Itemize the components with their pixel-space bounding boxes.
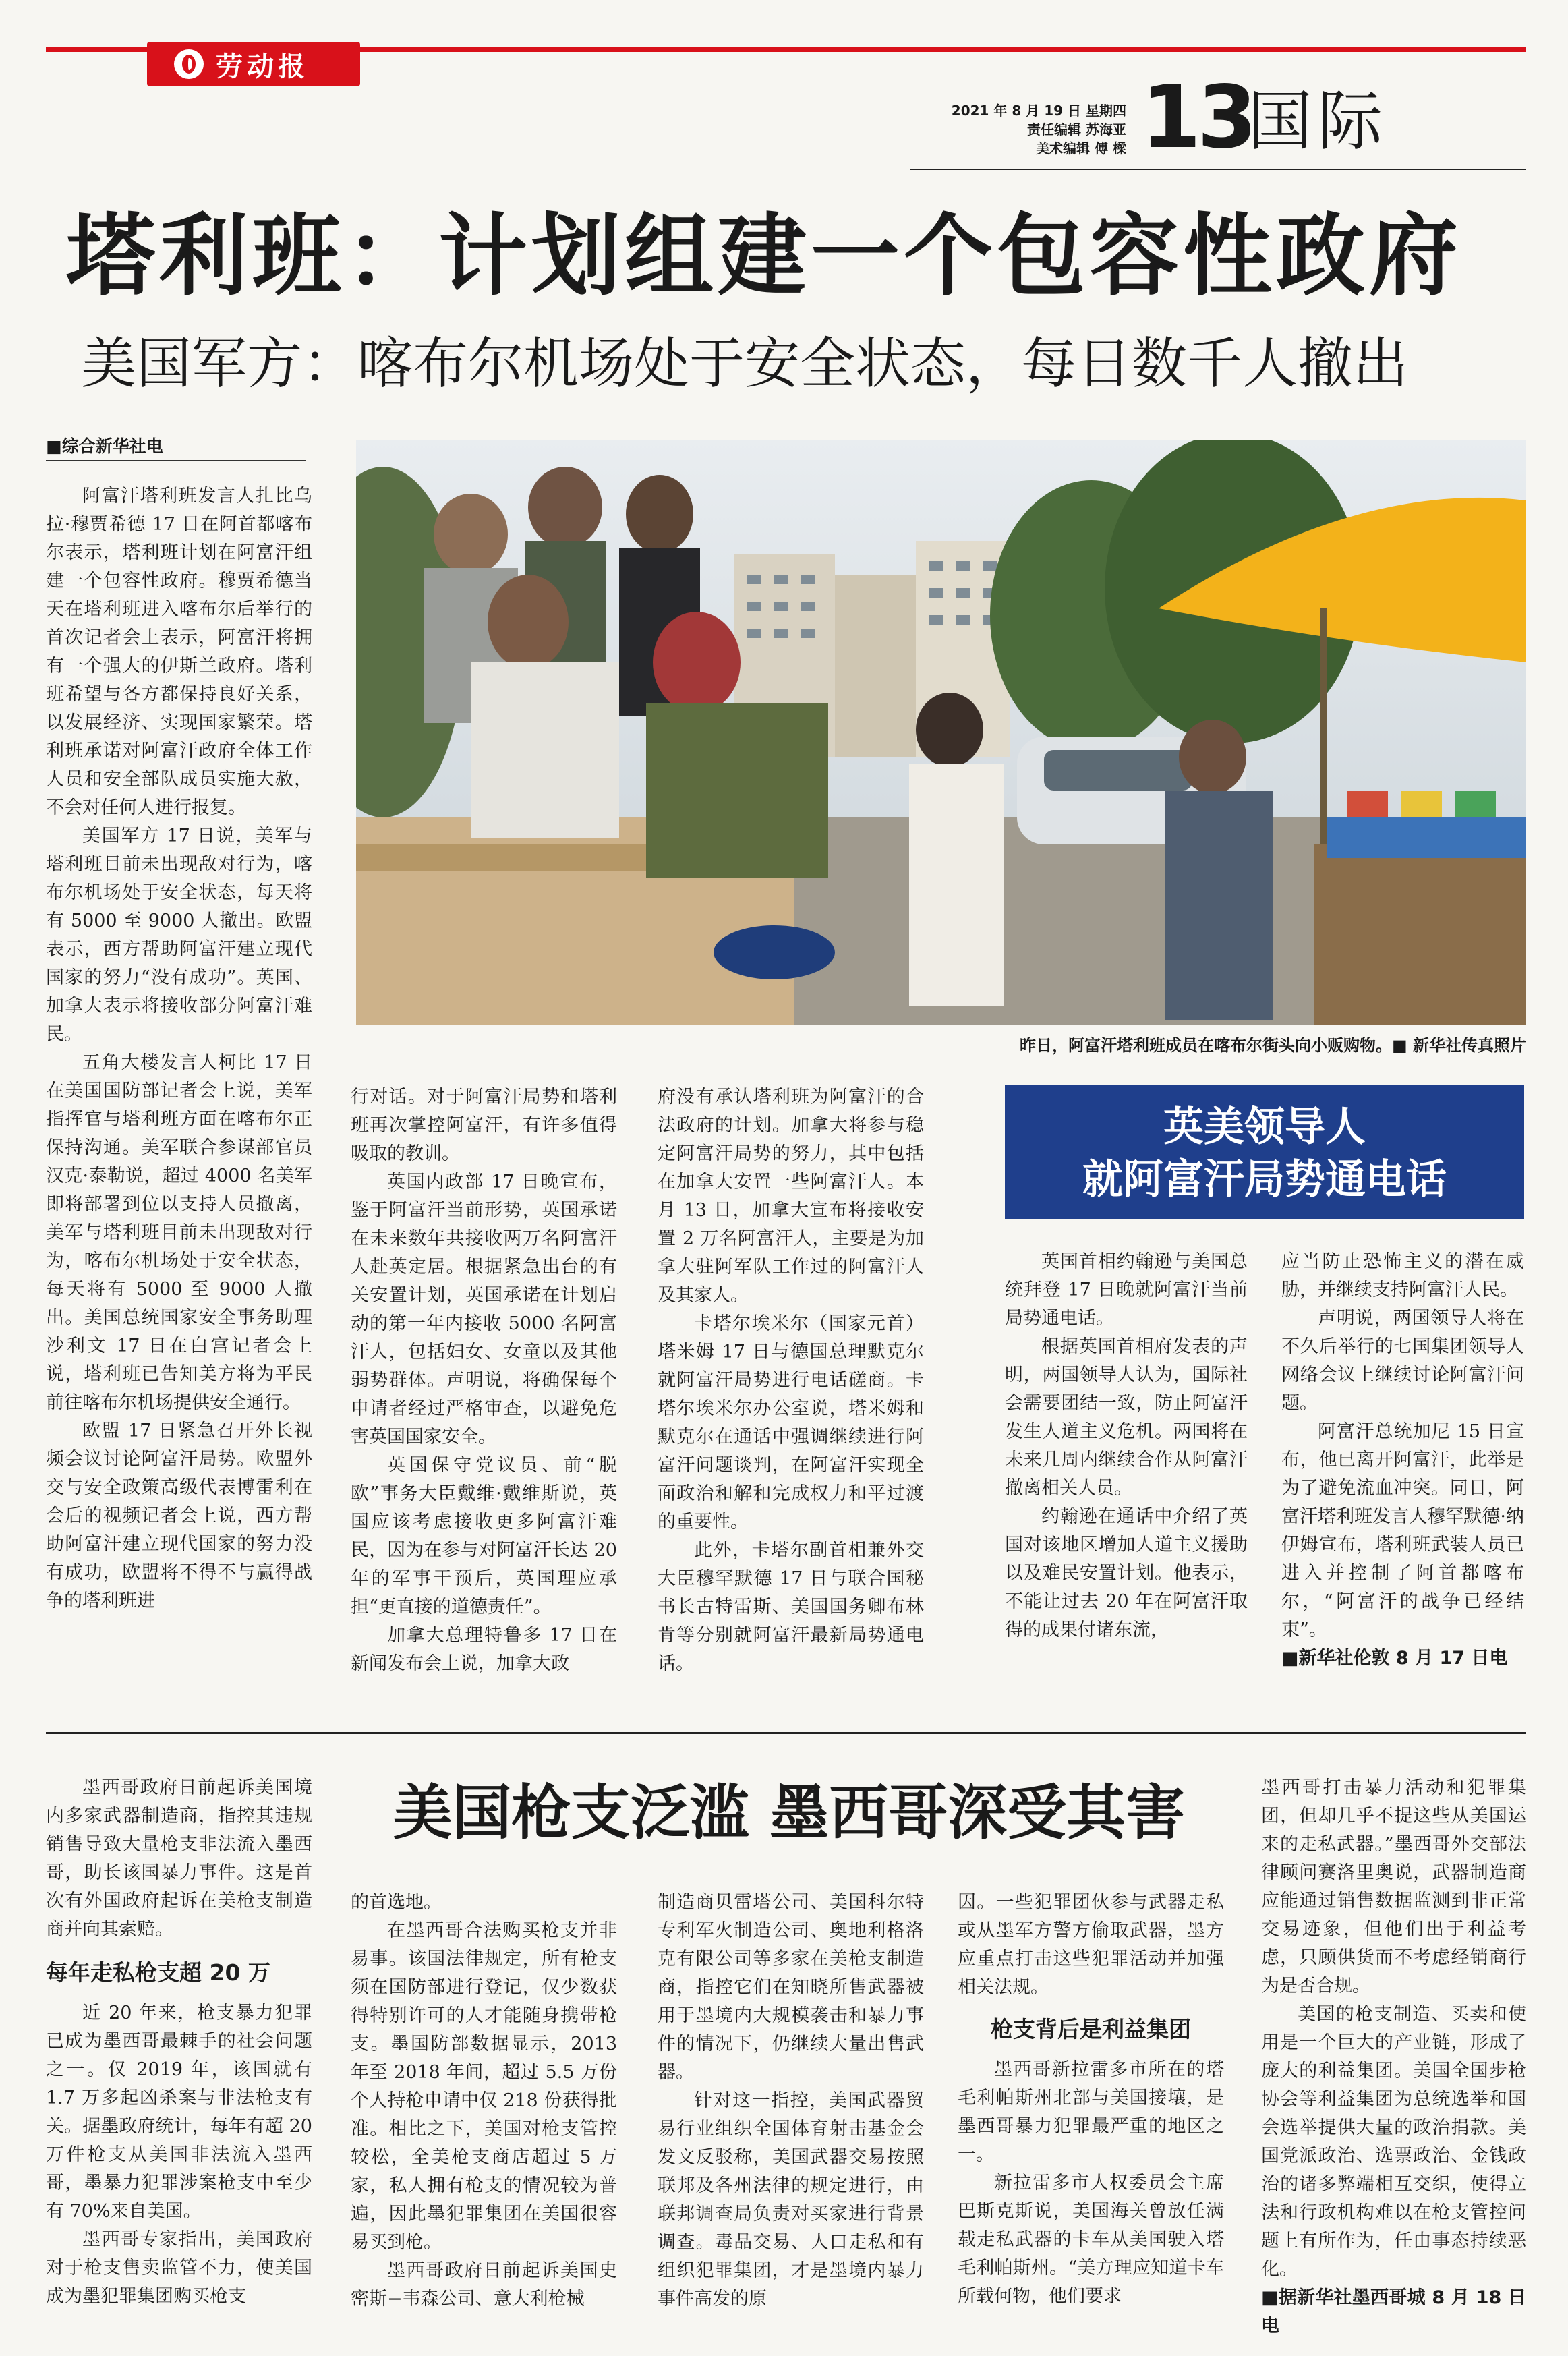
second-column-5: [1261, 1774, 1526, 2340]
sidebar-column-1: [1005, 1248, 1248, 1644]
second-paragraph: 制造商贝雷塔公司、美国科尔特专利军火制造公司、奥地利格洛克有限公司等多家在美枪支制造商，指控它们在知晓所售武器被用于墨境内大规模袭击和暴力事件的情况下，仍继续大量出售武器。: [658, 1892, 924, 2083]
sidebar-paragraph: 阿富汗总统加尼 15 日宣布，他已离开阿富汗，此举是为了避免流血冲突。同日，阿富汗塔利班发言人穆罕默德·纳伊姆宣布，塔利班武装人员已进入并控制了阿首都喀布尔，“阿富汗的战争已经结束”。: [1281, 1421, 1524, 1640]
sidebar-column-2: [1281, 1248, 1524, 1673]
second-column-2: [351, 1889, 617, 2314]
issue-date: 2021 年 8 月 19 日 星期四: [951, 103, 1126, 119]
second-paragraph: 美国的枪支制造、买卖和使用是一个巨大的产业链，形成了庞大的利益集团。美国全国步枪协会等利益集团为总统选举和国会选举提供大量的政治捐款。美国党派政治、选票政治、金钱政治的诸多弊端相互交织，使得立法和行政机构难以在枪支管控问题上有所作为，任由事态持续恶化。: [1261, 2004, 1526, 2280]
lead-column-2: [351, 1083, 617, 1678]
second-paragraph: 墨西哥专家指出，美国政府对于枪支售卖监管不力，使美国成为墨犯罪集团购买枪支: [46, 2229, 312, 2307]
second-credit: [1261, 2284, 1526, 2340]
second-paragraph: 墨西哥新拉雷多市所在的塔毛利帕斯州北部与美国接壤，是墨西哥暴力犯罪最严重的地区之一。: [958, 2059, 1224, 2165]
subhead-interest-groups: 枪支背后是利益集团: [991, 2016, 1191, 2042]
second-credit-line2: 华社墨西哥城 8 月 18 日电: [1261, 2287, 1526, 2336]
lead-column-1: [46, 482, 312, 1615]
section-name: 国际: [1248, 84, 1388, 159]
art-editor-line: 美术编辑 傅 樑: [1036, 140, 1126, 156]
logo-text: 劳动报: [216, 50, 309, 82]
lead-column-3: [658, 1083, 924, 1678]
masthead-logo: [147, 42, 360, 86]
second-paragraph: 因。一些犯罪团伙参与武器走私或从墨军方警方偷取武器，墨方应重点打击这些犯罪活动并加强相关法规。: [958, 1892, 1224, 1998]
photo-illustration: [356, 440, 1526, 1025]
lead-paragraph: 欧盟 17 日紧急召开外长视频会议讨论阿富汗局势。欧盟外交与安全政策高级代表博雷利在会后的视频记者会上说，西方帮助阿富汗建立现代国家的努力没有成功，欧盟将不得不与赢得战争的塔利班进: [46, 1420, 312, 1611]
sidebar-paragraph: 应当防止恐怖主义的潜在威胁，并继续支持阿富汗人民。: [1281, 1251, 1524, 1300]
lead-paragraph: 五角大楼发言人柯比 17 日在美国国防部记者会上说，美军指挥官与塔利班方面在喀布尔正保持沟通。美军联合参谋部官员汉克·泰勒说，超过 4000 名美军即将部署到位以支持人员撤离，美军与塔利班目前未出现敌对行为，喀布尔机场处于安全状态，每天将有 5000 至 9000 人撤出。美国总统国家安全事务助理沙利文 17 日在白宫记者会上说，塔利班已告知美方将为平民前往喀布尔机场提供安全通行。: [46, 1052, 312, 1413]
sidebar-headline-line1: 英美领导人: [1163, 1103, 1366, 1151]
sidebar-paragraph: 英国首相约翰逊与美国总统拜登 17 日晚就阿富汗当前局势通电话。: [1005, 1251, 1248, 1329]
sidebar-credit: ■新华社伦敦 8 月 17 日电: [1281, 1648, 1508, 1669]
masthead-meta: [897, 101, 1126, 158]
second-paragraph: 新拉雷多市人权委员会主席巴斯克斯说，美国海关曾放任满载走私武器的卡车从美国驶入塔毛利帕斯州。“美方理应知道卡车所载何物，他们要求: [958, 2173, 1224, 2307]
second-column-4: [958, 1889, 1224, 2311]
page-number: 13: [1141, 67, 1254, 168]
lead-paragraph: 英国内政部 17 日晚宣布，鉴于阿富汗当前形势，英国承诺在未来数年共接收两万名阿富汗人赴英定居。根据紧急出台的有关安置计划，英国承诺在计划启动的第一年内接收 5000 名阿富汗人，包括妇女、女童以及其他弱势群体。声明说，将确保每个申请者经过严格审查，以避免危害英国国家安全。: [351, 1172, 617, 1447]
lead-paragraph: 美国军方 17 日说，美军与塔利班目前未出现敌对行为，喀布尔机场处于安全状态，每天将有 5000 至 9000 人撤出。欧盟表示，西方帮助阿富汗建立现代国家的努力“没有成功”。英国、加拿大表示将接收部分阿富汗难民。: [46, 826, 312, 1045]
second-column-3: [658, 1889, 924, 2314]
masthead-underline: [910, 169, 1526, 170]
sidebar-paragraph: 根据英国首相府发表的声明，两国领导人认为，国际社会需要团结一致，防止阿富汗发生人道主义危机。两国将在未来几周内继续合作从阿富汗撤离相关人员。: [1005, 1336, 1248, 1499]
sidebar-headline-line2: 就阿富汗局势通电话: [1082, 1156, 1447, 1203]
second-paragraph: 近 20 年来，枪支暴力犯罪已成为墨西哥最棘手的社会问题之一。仅 2019 年，该国就有 1.7 万多起凶杀案与非法枪支有关。据墨政府统计，每年有超 20 万件枪支从美国非法流入墨西哥，墨暴力犯罪涉案枪支中至少有 70%来自美国。: [46, 2003, 312, 2222]
second-column-1: [46, 1774, 312, 2311]
lead-subheadline: 美国军方：喀布尔机场处于安全状态，每日数千人撤出: [81, 332, 1409, 396]
second-intro: 墨西哥政府日前起诉美国境内多家武器制造商，指控其违规销售导致大量枪支非法流入墨西哥，助长该国暴力事件。这是首次有外国政府起诉在美枪支制造商并向其索赔。: [46, 1777, 312, 1940]
second-paragraph: 针对这一指控，美国武器贸易行业组织全国体育射击基金会发文反驳称，美国武器交易按照联邦及各州法律的规定进行，由联邦调查局负责对买家进行背景调查。毒品交易、人口走私和有组织犯罪集团，才是墨境内暴力事件高发的原: [658, 2090, 924, 2309]
lead-paragraph: 行对话。对于阿富汗局势和塔利班再次掌控阿富汗，有许多值得吸取的教训。: [351, 1087, 617, 1164]
source-underline: [46, 460, 306, 461]
editor-line: 责任编辑 苏海亚: [1027, 121, 1126, 138]
second-paragraph: 在墨西哥合法购买枪支并非易事。该国法律规定，所有枪支须在国防部进行登记，仅少数获得特别许可的人才能随身携带枪支。墨国防部数据显示，2013 年至 2018 年间，超过 5.5 万份个人持枪申请中仅 218 份获得批准。相比之下，美国对枪支管控较松，全美枪支商店超过 5 万家，私人拥有枪支的情况较为普遍，因此墨犯罪集团在美国很容易买到枪。: [351, 1920, 617, 2253]
section-divider: [46, 1732, 1526, 1734]
lead-paragraph: 此外，卡塔尔副首相兼外交大臣穆罕默德 17 日与联合国秘书长古特雷斯、美国国务卿布林肯等分别就阿富汗最新局势通电话。: [658, 1540, 924, 1674]
sidebar-headline-box: [1005, 1085, 1524, 1219]
logo-mark-icon: [174, 49, 204, 79]
lead-paragraph: 阿富汗塔利班发言人扎比乌拉·穆贾希德 17 日在阿首都喀布尔表示，塔利班计划在阿富汗组建一个包容性政府。穆贾希德当天在塔利班进入喀布尔后举行的首次记者会上表示，阿富汗将拥有一个强大的伊斯兰政府。塔利班希望与各方都保持良好关系，以发展经济、实现国家繁荣。塔利班承诺对阿富汗政府全体工作人员和安全部队成员实施大赦，不会对任何人进行报复。: [46, 486, 312, 818]
sidebar-paragraph: 声明说，两国领导人将在不久后举行的七国集团领导人网络会议上继续讨论阿富汗问题。: [1281, 1308, 1524, 1414]
lead-paragraph: 英国保守党议员、前“脱欧”事务大臣戴维·戴维斯说，英国应该考虑接收更多阿富汗难民，因为在参与对阿富汗长达 20 年的军事干预后，英国理应承担“更直接的道德责任”。: [351, 1455, 617, 1617]
lead-paragraph: 卡塔尔埃米尔（国家元首）塔米姆 17 日与德国总理默克尔就阿富汗局势进行电话磋商。卡塔尔埃米尔办公室说，塔米姆和默克尔在通话中强调继续进行阿富汗问题谈判，在阿富汗实现全面政治和解和完成权力和平过渡的重要性。: [658, 1313, 924, 1532]
lead-headline: 塔利班：计划组建一个包容性政府: [66, 204, 1462, 308]
subhead-smuggling: 每年走私枪支超 20 万: [46, 1959, 270, 1986]
sidebar-paragraph: 约翰逊在通话中介绍了英国对该地区增加人道主义援助以及难民安置计划。他表示，不能让过去 20 年在阿富汗取得的成果付诸东流，: [1005, 1506, 1248, 1640]
lead-source-tag: ■综合新华社电: [46, 436, 163, 456]
lead-paragraph: 府没有承认塔利班为阿富汗的合法政府的计划。加拿大将参与稳定阿富汗局势的努力，其中包括在加拿大安置一些阿富汗人。本月 13 日，加拿大宣布将接收安置 2 万名阿富汗人，主要是为加拿大驻阿军队工作过的阿富汗人及其家人。: [658, 1087, 924, 1306]
second-credit-line1: ■据新: [1261, 2287, 1316, 2308]
second-paragraph: 的首选地。: [351, 1892, 442, 1913]
second-paragraph: 墨西哥政府日前起诉美国史密斯−韦森公司、意大利枪械: [351, 2260, 617, 2309]
second-paragraph: 墨西哥打击暴力活动和犯罪集团，但却几乎不提这些从美国运来的走私武器。”墨西哥外交部法律顾问赛洛里奥说，武器制造商应能通过销售数据监测到非正常交易迹象，但他们出于利益考虑，只顾供货而不考虑经销商行为是否合规。: [1261, 1777, 1526, 1996]
second-headline: 美国枪支泛滥 墨西哥深受其害: [393, 1777, 1186, 1847]
lead-paragraph: 加拿大总理特鲁多 17 日在新闻发布会上说，加拿大政: [351, 1625, 617, 1674]
photo-caption: 昨日，阿富汗塔利班成员在喀布尔街头向小贩购物。■ 新华社传真照片: [1019, 1036, 1526, 1055]
lead-photo: [356, 440, 1526, 1025]
